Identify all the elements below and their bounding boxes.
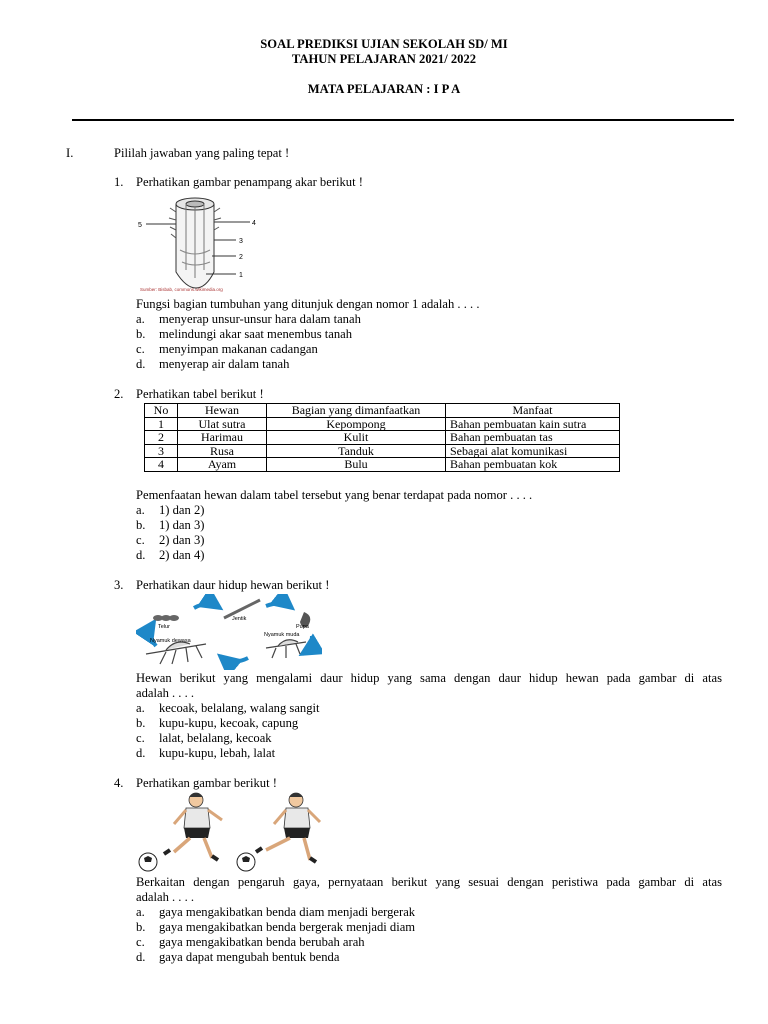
q1-prompt: Perhatikan gambar penampang akar berikut !	[136, 175, 363, 189]
table-cell: Sebagai alat komunikasi	[446, 444, 620, 458]
table-cell: 1	[145, 417, 178, 431]
option-text: kupu-kupu, lebah, lalat	[159, 746, 276, 760]
option-letter: d.	[136, 548, 146, 562]
table-cell: Bahan pembuatan kok	[446, 458, 620, 472]
option-text: gaya mengakibatkan benda diam menjadi bergerak	[159, 905, 416, 919]
q1-question: Fungsi bagian tumbuhan yang ditunjuk dengan nomor 1 adalah . . . .	[136, 297, 480, 311]
option-letter: d.	[136, 950, 146, 964]
root-label-3: 3	[239, 238, 243, 245]
boy-figure-right	[256, 793, 320, 862]
option-text: menyerap unsur-unsur hara dalam tanah	[159, 312, 361, 326]
option-text: 2) dan 3)	[159, 533, 205, 547]
q3-number: 3.	[114, 578, 124, 592]
table-cell: Tanduk	[267, 444, 446, 458]
q1-number: 1.	[114, 175, 124, 189]
table-row	[145, 458, 620, 472]
option-text: menyimpan makanan cadangan	[159, 342, 318, 356]
option-letter: b.	[136, 716, 146, 730]
section-instruction: Pililah jawaban yang paling tepat !	[114, 146, 290, 160]
table-cell: Harimau	[178, 431, 267, 445]
stage-label-young: Nyamuk muda	[264, 632, 300, 638]
option-text: gaya dapat mengubah bentuk benda	[159, 950, 340, 964]
q3-question-line1: Hewan berikut yang mengalami daur hidup yang sama dengan daur hidup hewan pada gambar di atas	[136, 671, 722, 685]
option-text: melindungi akar saat menembus tanah	[159, 327, 353, 341]
option-text: 2) dan 4)	[159, 548, 205, 562]
option-letter: c.	[136, 533, 145, 547]
root-figure-source: Sumber: Bisbab, commons.wikimedia.org	[140, 287, 223, 292]
q4-prompt: Perhatikan gambar berikut !	[136, 776, 277, 790]
option-letter: d.	[136, 357, 146, 371]
animal-use-table	[144, 403, 620, 472]
q3-prompt: Perhatikan daur hidup hewan berikut !	[136, 578, 330, 592]
stage-label-adult: Nyamuk dewasa	[150, 638, 191, 644]
option-letter: c.	[136, 342, 145, 356]
table-cell: 2	[145, 431, 178, 445]
option-text: 1) dan 3)	[159, 518, 205, 532]
table-header-cell: Manfaat	[446, 404, 620, 418]
stage-label-larva: Jentik	[232, 616, 247, 622]
mosquito-life-cycle-figure	[136, 594, 322, 670]
table-cell: Bahan pembuatan kain sutra	[446, 417, 620, 431]
table-cell: Bahan pembuatan tas	[446, 431, 620, 445]
root-label-4: 4	[252, 220, 256, 227]
option-text: kecoak, belalang, walang sangit	[159, 701, 320, 715]
q3-question-line2: adalah . . . .	[136, 686, 195, 700]
option-letter: b.	[136, 920, 146, 934]
header-divider	[72, 119, 734, 121]
kicking-ball-figure	[134, 790, 328, 872]
option-text: gaya mengakibatkan benda bergerak menjadi diam	[159, 920, 416, 934]
table-cell: Kepompong	[267, 417, 446, 431]
stage-label-pupa: Pupa	[296, 624, 309, 630]
option-letter: b.	[136, 327, 146, 341]
section-number: I.	[66, 146, 74, 160]
option-letter: d.	[136, 746, 146, 760]
q4-question-line1: Berkaitan dengan pengaruh gaya, pernyataan berikut yang sesuai dengan peristiwa pada gambar di atas	[136, 875, 722, 889]
root-drawing	[146, 198, 250, 288]
table-cell: Bulu	[267, 458, 446, 472]
q4-question-line2: adalah . . . .	[136, 890, 195, 904]
table-cell: 4	[145, 458, 178, 472]
option-letter: a.	[136, 312, 145, 326]
option-text: gaya mengakibatkan benda berubah arah	[159, 935, 365, 949]
option-letter: a.	[136, 503, 145, 517]
table-header-cell: Bagian yang dimanfaatkan	[267, 404, 446, 418]
option-text: kupu-kupu, kecoak, capung	[159, 716, 299, 730]
option-letter: c.	[136, 935, 145, 949]
table-cell: Ayam	[178, 458, 267, 472]
ball-right	[237, 853, 255, 871]
root-label-2: 2	[239, 254, 243, 261]
root-label-1: 1	[239, 272, 243, 279]
table-header-cell: No	[145, 404, 178, 418]
option-text: menyerap air dalam tanah	[159, 357, 290, 371]
academic-year: TAHUN PELAJARAN 2021/ 2022	[291, 52, 477, 66]
option-text: lalat, belalang, kecoak	[159, 731, 272, 745]
q2-question: Pemenfaatan hewan dalam tabel tersebut yang benar terdapat pada nomor . . . .	[136, 488, 533, 502]
boy-figure-left	[164, 793, 222, 860]
table-row	[145, 431, 620, 445]
young-mosquito-drawing	[266, 640, 306, 658]
exam-title: SOAL PREDIKSI UJIAN SEKOLAH SD/ MI	[260, 37, 508, 51]
table-cell: Kulit	[267, 431, 446, 445]
option-letter: a.	[136, 701, 145, 715]
q2-prompt: Perhatikan tabel berikut !	[136, 387, 264, 401]
stage-label-egg: Telur	[158, 624, 170, 630]
option-text: 1) dan 2)	[159, 503, 205, 517]
subject-title: MATA PELAJARAN : I P A	[307, 82, 461, 96]
root-cross-section-figure	[136, 190, 274, 294]
table-cell: Rusa	[178, 444, 267, 458]
table-cell: Ulat sutra	[178, 417, 267, 431]
table-header-cell: Hewan	[178, 404, 267, 418]
table-header-row	[145, 404, 620, 418]
table-cell: 3	[145, 444, 178, 458]
eggs-drawing	[153, 615, 179, 621]
q4-number: 4.	[114, 776, 124, 790]
option-letter: c.	[136, 731, 145, 745]
table-row	[145, 444, 620, 458]
q2-number: 2.	[114, 387, 124, 401]
option-letter: b.	[136, 518, 146, 532]
root-label-5: 5	[138, 222, 142, 229]
ball-left	[139, 853, 157, 871]
option-letter: a.	[136, 905, 145, 919]
table-row	[145, 417, 620, 431]
